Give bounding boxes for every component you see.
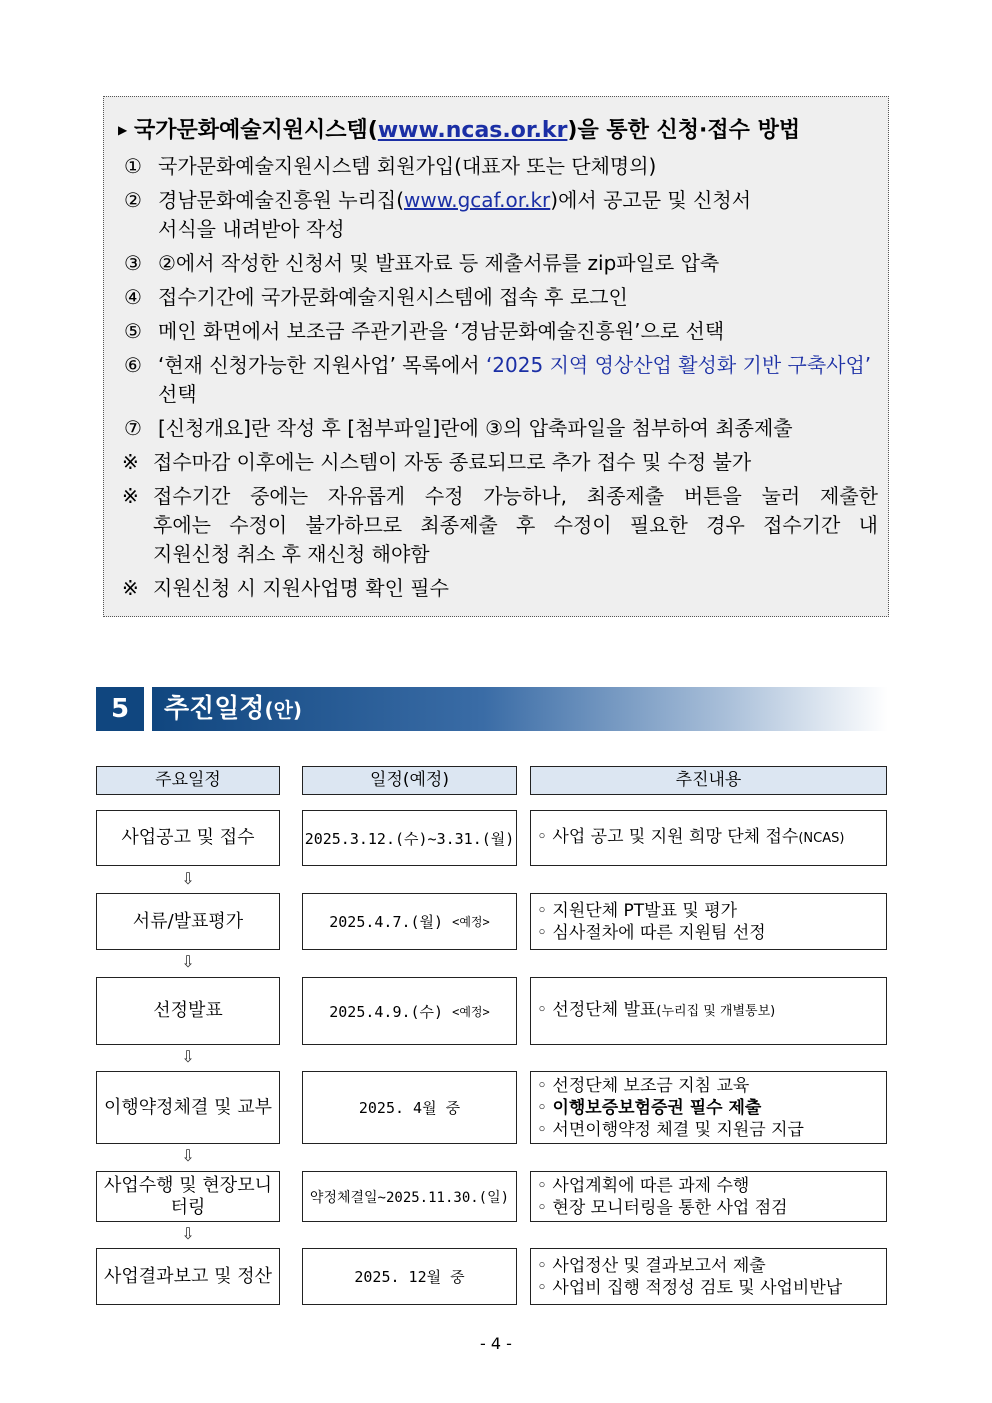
application-method-title: ▶ 국가문화예술지원시스템(www.ncas.or.kr)을 통한 신청·접수 방법	[116, 113, 878, 147]
content-cell: ◦ 지원단체 PT발표 및 평가 ◦ 심사절차에 따른 지원팀 선정	[530, 893, 887, 950]
stage-cell: 사업공고 및 접수	[96, 810, 280, 866]
step-3: ③ ②에서 작성한 신청서 및 발표자료 등 제출서류를 zip파일로 압축	[124, 251, 720, 275]
content-cell: ◦ 사업계획에 따른 과제 수행 ◦ 현장 모니터링을 통한 사업 점검	[530, 1171, 887, 1222]
note-3: ※ 지원신청 시 지원사업명 확인 필수	[122, 576, 449, 600]
stage-cell: 이행약정체결 및 교부	[96, 1071, 280, 1144]
date-cell: 2025.4.7.(월) <예정>	[302, 893, 517, 950]
stage-cell: 선정발표	[96, 977, 280, 1045]
step-1: ① 국가문화예술지원시스템 회원가입(대표자 또는 단체명의)	[124, 154, 657, 178]
down-arrow-icon: ⇩	[181, 1146, 195, 1165]
page-number: - 4 -	[480, 1334, 512, 1353]
ncas-link[interactable]: www.ncas.or.kr	[377, 118, 568, 143]
note-2: ※ 접수기간 중에는 자유롭게 수정 가능하나, 최종제출 버튼을 눌러 제출한 후에는 수정이 불가하므로 최종제출 후 수정이 필요한 경우 접수기간 내 지원신청 취소 후 재신청 해야함	[122, 484, 878, 566]
step-5: ⑤ 메인 화면에서 보조금 주관기관을 ‘경남문화예술진흥원’으로 선택	[124, 319, 725, 343]
step-4: ④ 접수기간에 국가문화예술지원시스템에 접속 후 로그인	[124, 285, 628, 309]
section-number: 5	[96, 687, 144, 731]
step-7: ⑦ [신청개요]란 작성 후 [첨부파일]란에 ③의 압축파일을 첨부하여 최종제출	[124, 416, 793, 440]
down-arrow-icon: ⇩	[181, 952, 195, 971]
down-arrow-icon: ⇩	[181, 869, 195, 888]
note-1: ※ 접수마감 이후에는 시스템이 자동 종료되므로 추가 접수 및 수정 불가	[122, 450, 752, 474]
date-cell: 2025.4.9.(수) <예정>	[302, 977, 517, 1045]
down-arrow-icon: ⇩	[181, 1224, 195, 1243]
date-cell: 약정체결일~2025.11.30.(일)	[302, 1171, 517, 1222]
date-cell: 2025.3.12.(수)~3.31.(월)	[302, 810, 517, 866]
content-cell: ◦ 선정단체 발표(누리집 및 개별통보)	[530, 977, 887, 1045]
header-stage: 주요일정	[96, 766, 280, 795]
content-cell: ◦ 선정단체 보조금 지침 교육 ◦ 이행보증보험증권 필수 제출 ◦ 서면이행약정 체결 및 지원금 지급	[530, 1071, 887, 1144]
header-date: 일정(예정)	[302, 766, 517, 795]
stage-cell: 사업결과보고 및 정산	[96, 1248, 280, 1305]
content-cell: ◦ 사업정산 및 결과보고서 제출 ◦ 사업비 집행 적정성 검토 및 사업비반납	[530, 1248, 887, 1305]
gcaf-link[interactable]: www.gcaf.or.kr	[404, 188, 551, 212]
date-cell: 2025. 4월 중	[302, 1071, 517, 1144]
date-cell: 2025. 12월 중	[302, 1248, 517, 1305]
header-content: 추진내용	[530, 766, 887, 795]
step-6: ⑥ ‘현재 신청가능한 지원사업’ 목록에서 ‘2025 지역 영상산업 활성화 기반 구축사업’ 선택	[124, 353, 872, 406]
application-method-box	[103, 96, 889, 617]
section-title-suffix: (안)	[264, 698, 303, 722]
content-cell: ◦ 사업 공고 및 지원 희망 단체 접수(NCAS)	[530, 810, 887, 866]
project-name-highlight: ‘2025 지역 영상산업 활성화 기반 구축사업’	[485, 353, 872, 377]
step-2: ② 경남문화예술진흥원 누리집(www.gcaf.or.kr)에서 공고문 및 신청서 서식을 내려받아 작성	[124, 188, 752, 241]
section-title-bar	[152, 687, 888, 731]
triangle-bullet-icon: ▶	[118, 123, 128, 137]
section-title: 추진일정	[164, 694, 265, 724]
stage-cell: 서류/발표평가	[96, 893, 280, 950]
stage-cell: 사업수행 및 현장모니터링	[96, 1171, 280, 1222]
down-arrow-icon: ⇩	[181, 1047, 195, 1066]
